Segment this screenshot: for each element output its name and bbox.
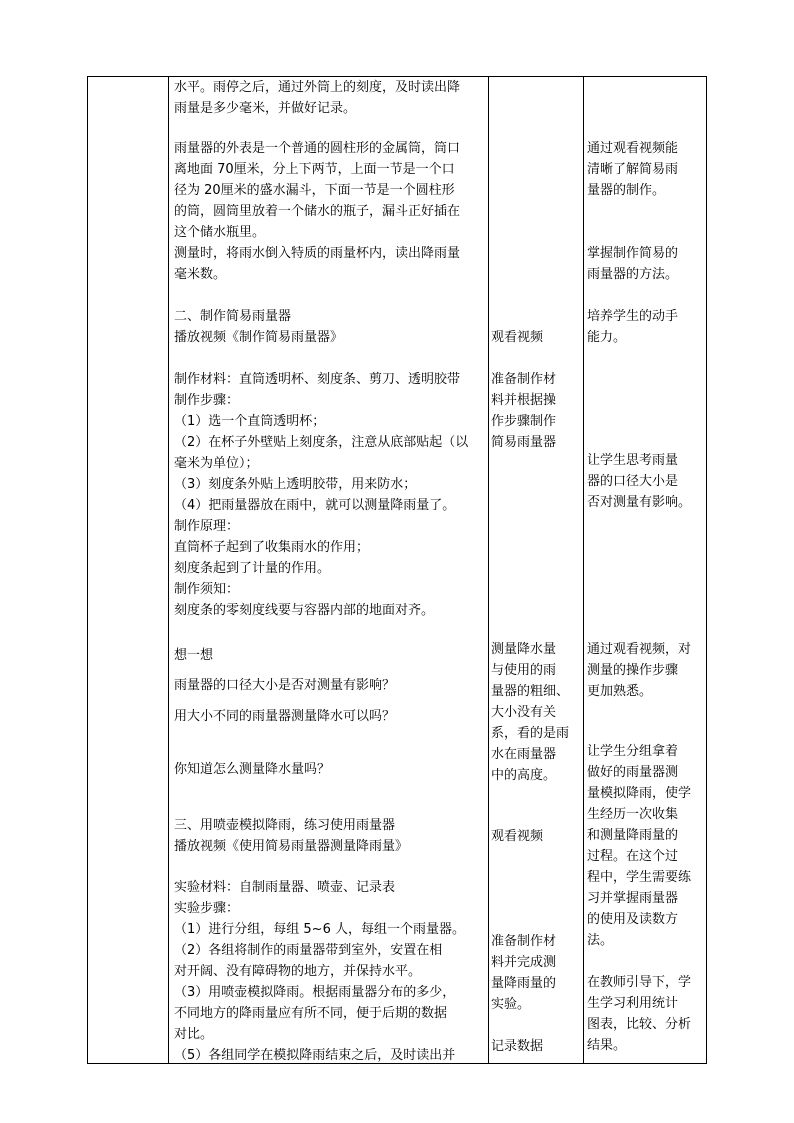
- text-line: 雨量是多少毫米，并做好记录。: [174, 101, 357, 116]
- think-question-2: 用大小不同的雨量器测量降水可以吗？: [174, 709, 396, 724]
- text-line: 法。: [587, 933, 614, 948]
- text-line: 毫米为单位）；: [174, 456, 259, 471]
- text-line: 测量时，将雨水倒入特质的雨量杯内，读出降雨量: [174, 246, 461, 261]
- text-line: 的筒，圆筒里放着一个储水的瓶子，漏斗正好插在: [174, 204, 461, 219]
- column-divider-2: [488, 77, 489, 1063]
- text-line: 大小没有关: [491, 705, 557, 720]
- text-line: 实验步骤：: [174, 901, 240, 916]
- text-line: （1）进行分组，每组 5~6 人，每组一个雨量器。: [174, 922, 465, 937]
- intent-hands-on: [587, 306, 705, 348]
- text-line: （2）在杯子外壁贴上刻度条，注意从底部贴起（以: [174, 435, 469, 450]
- making-instructions: [174, 369, 488, 621]
- text-line: 的使用及读数方: [587, 912, 679, 927]
- student-record-data: 记录数据: [491, 1039, 544, 1054]
- think-title: 想一想: [174, 648, 214, 663]
- text-line: 二、制作简易雨量器: [174, 309, 292, 324]
- column-divider-1: [168, 77, 169, 1063]
- text-line: 中的高度。: [491, 768, 557, 783]
- text-line: 更加熟悉。: [587, 684, 653, 699]
- text-line: 测量的操作步骤: [587, 663, 679, 678]
- student-prepare-materials: [491, 369, 579, 453]
- text-line: 量模拟降雨，使学: [587, 786, 692, 801]
- text-line: 生学习利用统计: [587, 996, 679, 1011]
- text-line: 通过观看视频，对: [587, 642, 692, 657]
- text-line: 量器的制作。: [587, 183, 666, 198]
- text-line: 不同地方的降雨量应有所不同，便于后期的数据: [174, 1006, 448, 1021]
- intent-video-understanding: [587, 138, 705, 201]
- text-line: 水平。雨停之后，通过外筒上的刻度，及时读出降: [174, 80, 461, 95]
- text-line: 图表，比较、分析: [587, 1017, 692, 1032]
- text-line: 让学生思考雨量: [587, 453, 679, 468]
- text-line: 做好的雨量器测: [587, 765, 679, 780]
- text-line: 通过观看视频能: [587, 141, 679, 156]
- intro-paragraph: [174, 77, 488, 119]
- text-line: 作步骤制作: [491, 414, 557, 429]
- student-watch-video-2: 观看视频: [491, 829, 544, 844]
- text-line: （1）选一个直筒透明杯；: [174, 414, 326, 429]
- student-prepare-experiment: [491, 931, 579, 1015]
- text-line: 掌握制作简易的: [587, 246, 679, 261]
- text-line: 在教师引导下，学: [587, 975, 692, 990]
- text-line: （4）把雨量器放在雨中，就可以测量降雨量了。: [174, 498, 456, 513]
- text-line: 播放视频《使用简易雨量器测量降雨量》: [174, 839, 409, 854]
- design-intent-column: [587, 77, 705, 1063]
- text-line: 简易雨量器: [491, 435, 557, 450]
- text-line: 制作材料：直筒透明杯、刻度条、剪刀、透明胶带: [174, 372, 461, 387]
- text-line: 料并完成测: [491, 955, 557, 970]
- text-line: 与使用的雨: [491, 663, 557, 678]
- lesson-plan-table: [87, 76, 707, 1064]
- text-line: 水在雨量器: [491, 747, 557, 762]
- text-line: 实验材料：自制雨量器、喷壶、记录表: [174, 880, 396, 895]
- text-line: 离地面 70厘米，分上下两节，上面一节是一个口: [174, 162, 455, 177]
- intent-statistics: [587, 972, 705, 1056]
- text-line: 实验。: [491, 997, 531, 1012]
- text-line: 结果。: [587, 1038, 627, 1053]
- text-line: 习并掌握雨量器: [587, 891, 679, 906]
- student-answer: [491, 639, 579, 786]
- text-line: 制作步骤：: [174, 393, 240, 408]
- rain-gauge-description: [174, 138, 488, 285]
- intent-master-method: [587, 243, 705, 285]
- think-question-1: 雨量器的口径大小是否对测量有影响？: [174, 678, 396, 693]
- student-watch-video-1: 观看视频: [491, 330, 544, 345]
- text-line: 程中，学生需要练: [587, 870, 692, 885]
- text-line: 雨量器的方法。: [587, 267, 679, 282]
- teaching-process-column: [174, 77, 488, 1063]
- text-line: 制作须知：: [174, 582, 240, 597]
- text-line: （3）刻度条外贴上透明胶带，用来防水；: [174, 477, 417, 492]
- text-line: 培养学生的动手: [587, 309, 679, 324]
- text-line: 制作原理：: [174, 519, 240, 534]
- text-line: 否对测量有影响。: [587, 495, 692, 510]
- text-line: 准备制作材: [491, 372, 557, 387]
- text-line: 径为 20厘米的盛水漏斗，下面一节是一个圆柱形: [174, 183, 455, 198]
- text-line: 直筒杯子起到了收集雨水的作用；: [174, 540, 370, 555]
- intent-group-experiment: [587, 741, 705, 951]
- text-line: 毫米数。: [174, 267, 227, 282]
- text-line: 对开阔、没有障碍物的地方，并保持水平。: [174, 964, 422, 979]
- text-line: 量器的粗细、: [491, 684, 570, 699]
- text-line: 对比。: [174, 1027, 214, 1042]
- section-two-heading: [174, 306, 488, 348]
- text-line: （3）用喷壶模拟降雨。根据雨量器分布的多少，: [174, 985, 456, 1000]
- text-line: 三、用喷壶模拟降雨，练习使用雨量器: [174, 818, 396, 833]
- text-line: 刻度条的零刻度线要与容器内部的地面对齐。: [174, 603, 435, 618]
- text-line: 准备制作材: [491, 934, 557, 949]
- text-line: 清晰了解简易雨: [587, 162, 679, 177]
- text-line: 器的口径大小是: [587, 474, 679, 489]
- text-line: 过程。在这个过: [587, 849, 679, 864]
- text-line: 和测量降雨量的: [587, 828, 679, 843]
- text-line: 刻度条起到了计量的作用。: [174, 561, 331, 576]
- text-line: 量降雨量的: [491, 976, 557, 991]
- text-line: 让学生分组拿着: [587, 744, 679, 759]
- column-divider-3: [583, 77, 584, 1063]
- text-line: 测量降水量: [491, 642, 557, 657]
- section-three-heading: [174, 815, 488, 857]
- text-line: 料并根据操: [491, 393, 557, 408]
- experiment-instructions: [174, 877, 488, 1063]
- text-line: （2）各组将制作的雨量器带到室外，安置在相: [174, 943, 443, 958]
- text-line: 雨量器的外表是一个普通的圆柱形的金属筒，筒口: [174, 141, 461, 156]
- text-line: 生经历一次收集: [587, 807, 679, 822]
- student-activity-column: [491, 77, 579, 1063]
- intent-familiar-steps: [587, 639, 705, 702]
- text-line: （5）各组同学在模拟降雨结束之后，及时读出并: [174, 1048, 456, 1063]
- text-line: 播放视频《制作简易雨量器》: [174, 330, 344, 345]
- text-line: 系，看的是雨: [491, 726, 570, 741]
- text-line: 能力。: [587, 330, 627, 345]
- think-question-3: 你知道怎么测量降水量吗？: [174, 762, 331, 777]
- intent-think-diameter: [587, 450, 705, 513]
- text-line: 这个储水瓶里。: [174, 225, 266, 240]
